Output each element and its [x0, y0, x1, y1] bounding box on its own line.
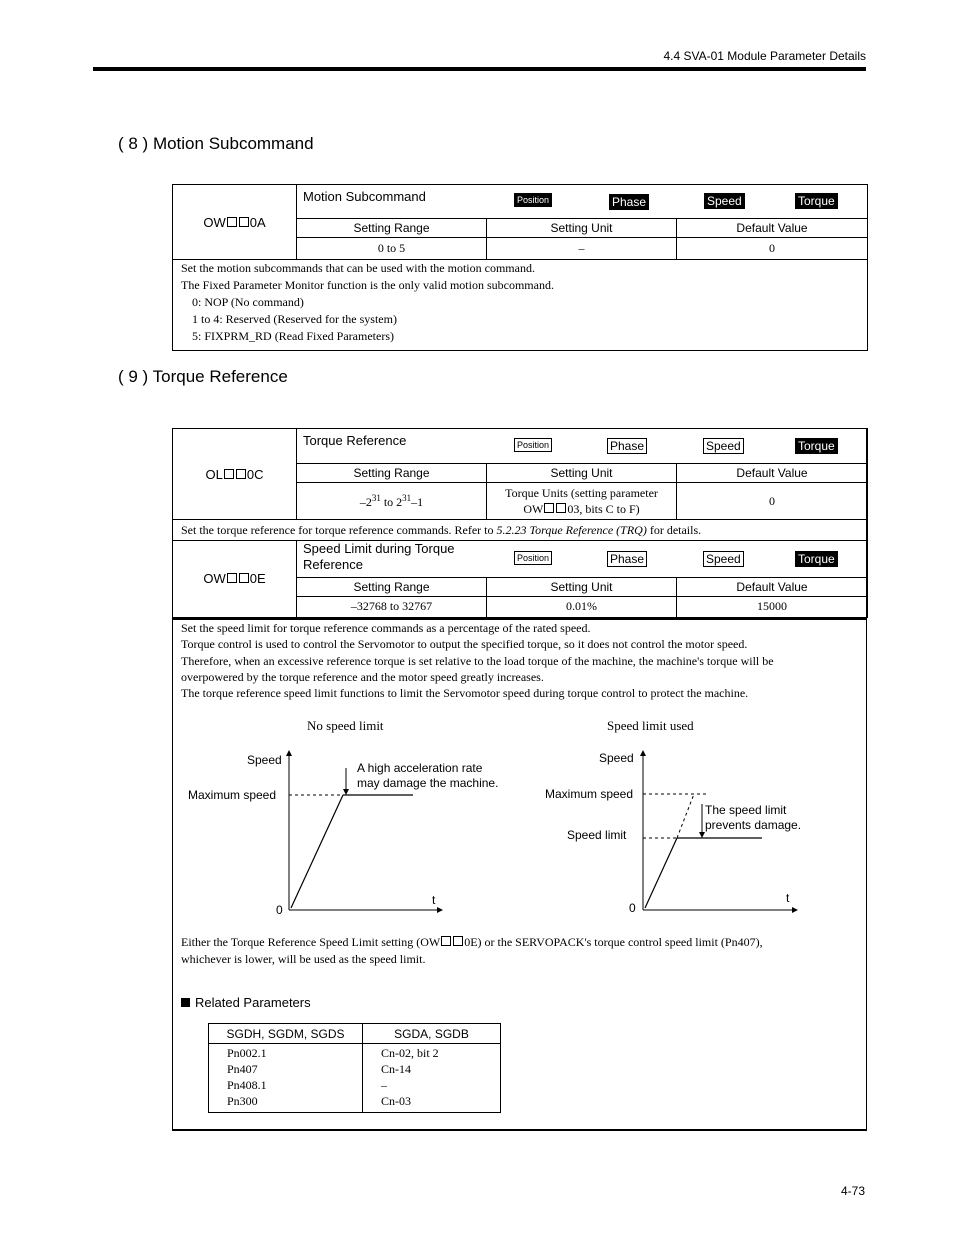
note-line2: whichever is lower, will be used as the speed limit. [181, 952, 426, 966]
range-exp2: 31 [402, 492, 412, 503]
right-origin: 0 [629, 901, 636, 915]
table-cell: Cn-03 [381, 1094, 411, 1108]
mode-tag-speed: Speed [704, 193, 745, 209]
mode-tag-phase: Phase [607, 551, 647, 567]
mode-tag-torque: Torque [795, 193, 838, 209]
mode-tag-position: Position [514, 193, 552, 207]
col-header-unit: Setting Unit [487, 464, 677, 483]
range-mid: to 2 [380, 494, 403, 509]
desc-pre: Set the torque reference for torque reference commands. Refer to [181, 522, 497, 537]
value-range: 0 to 5 [297, 238, 487, 260]
table-cell: Pn300 [209, 1093, 363, 1113]
section-9-heading: ( 9 ) Torque Reference [118, 367, 288, 386]
name-line2: Reference [303, 557, 363, 572]
mode-tag-speed: Speed [703, 551, 744, 567]
range-minus: –2 [359, 494, 372, 509]
parameter-name: Motion Subcommand [303, 189, 426, 204]
unit-reg-prefix: OW [523, 502, 544, 516]
related-title: Related Parameters [195, 995, 311, 1010]
table-cell: Cn-14 [381, 1062, 411, 1076]
description-line: 0: NOP (No command) [192, 295, 304, 309]
right-max-label: Maximum speed [545, 787, 634, 801]
register-prefix: OL [205, 466, 223, 482]
description-line: Therefore, when an excessive reference torque is set relative to the load torque of the machine, the machine's torque will be [181, 653, 774, 668]
left-origin: 0 [276, 903, 283, 917]
col-header-range: Setting Range [297, 577, 487, 596]
col-header-sgdh: SGDH, SGDM, SGDS [209, 1024, 363, 1044]
register-prefix: OW [203, 570, 226, 586]
note-post: 0E) or the SERVOPACK's torque control speed limit (Pn407), [464, 935, 763, 949]
description-line: The torque reference speed limit functions to limit the Servomotor speed during torque control to protect the machine. [181, 686, 749, 701]
value-default: 0 [677, 238, 868, 260]
description-line: Set the speed limit for torque reference commands as a percentage of the rated speed. [181, 621, 591, 635]
graph-right-title: Speed limit used [607, 718, 694, 733]
description-line: The Fixed Parameter Monitor function is the only valid motion subcommand. [181, 278, 554, 292]
mode-tag-speed: Speed [703, 438, 744, 454]
col-header-unit: Setting Unit [487, 577, 677, 596]
mode-tag-phase: Phase [607, 438, 647, 454]
col-header-default: Default Value [677, 464, 868, 483]
speed-limit-note [181, 934, 861, 968]
right-x-label: t [786, 891, 790, 905]
speed-ramp [291, 795, 343, 908]
mode-tag-position: Position [514, 438, 552, 452]
col-header-range: Setting Range [297, 219, 487, 238]
left-max-label: Maximum speed [188, 788, 277, 802]
note-pre: Either the Torque Reference Speed Limit setting (OW [181, 935, 441, 949]
desc-ref: 5.2.23 Torque Reference (TRQ) [496, 522, 647, 537]
speed-ramp [645, 838, 677, 908]
range-tail: –1 [411, 494, 424, 509]
mode-tag-phase: Phase [609, 194, 649, 210]
related-parameters-heading [181, 995, 311, 1010]
header-title: 4.4 SVA-01 Module Parameter Details [663, 49, 866, 63]
left-y-label: Speed [247, 753, 282, 767]
table-cell: – [381, 1078, 387, 1092]
table-cell: Pn002.1 [209, 1044, 363, 1062]
register-suffix: 0A [249, 214, 266, 230]
right-annotation [705, 803, 801, 833]
annotation-line: The speed limit [705, 803, 787, 817]
value-unit: – [487, 238, 677, 260]
value-default: 0 [677, 483, 868, 520]
description-line: 5: FIXPRM_RD (Read Fixed Parameters) [192, 329, 394, 343]
table-cell: Pn408.1 [209, 1077, 363, 1093]
register-box [453, 936, 463, 946]
left-annotation [357, 761, 498, 791]
value-unit: 0.01% [487, 596, 677, 617]
annotation-line: may damage the machine. [357, 776, 499, 790]
mode-tag-torque: Torque [795, 438, 838, 454]
description-line: 1 to 4: Reserved (Reserved for the system) [192, 312, 397, 326]
right-limit-label: Speed limit [567, 828, 627, 842]
left-x-label: t [432, 893, 436, 907]
page-number: 4-73 [841, 1184, 866, 1198]
description-line: Set the motion subcommands that can be used with the motion command. [181, 261, 535, 275]
col-header-default: Default Value [677, 219, 868, 238]
mode-tag-position: Position [514, 551, 552, 565]
graph-left-title: No speed limit [307, 718, 384, 733]
unlimited-ramp-dashed [677, 794, 694, 838]
col-header-unit: Setting Unit [487, 219, 677, 238]
range-exp1: 31 [371, 492, 381, 503]
annotation-line: A high acceleration rate [357, 761, 483, 775]
name-line1: Speed Limit during Torque [303, 541, 455, 556]
register-suffix: 0E [249, 570, 266, 586]
value-default: 15000 [677, 596, 868, 617]
col-header-default: Default Value [677, 577, 868, 596]
table-cell: Pn407 [209, 1061, 363, 1077]
register-box [441, 936, 451, 946]
unit-line1: Torque Units (setting parameter [505, 486, 658, 500]
col-header-sgda: SGDA, SGDB [363, 1024, 501, 1044]
register-prefix: OW [203, 214, 226, 230]
description-line: overpowered by the torque reference and the motor speed greatly increases. [181, 669, 544, 684]
value-range: –32768 to 32767 [297, 596, 487, 617]
right-y-label: Speed [599, 751, 634, 765]
table-cell: Cn-02, bit 2 [381, 1046, 439, 1060]
annotation-line: prevents damage. [705, 818, 802, 832]
col-header-range: Setting Range [297, 464, 487, 483]
related-parameters-table [208, 1023, 501, 1113]
parameter-name: Torque Reference [303, 433, 407, 448]
square-bullet-icon [181, 998, 190, 1007]
mode-tag-torque: Torque [795, 551, 838, 567]
desc-post: for details. [646, 522, 702, 537]
section-8-heading: ( 8 ) Motion Subcommand [118, 134, 314, 153]
note-line1 [181, 934, 861, 951]
description-line: Torque control is used to control the Servomotor to output the specified torque, so it does not control the motor speed. [181, 637, 748, 652]
unit-reg-suffix: 03, bits C to F) [567, 502, 640, 516]
register-suffix: 0C [246, 466, 264, 482]
